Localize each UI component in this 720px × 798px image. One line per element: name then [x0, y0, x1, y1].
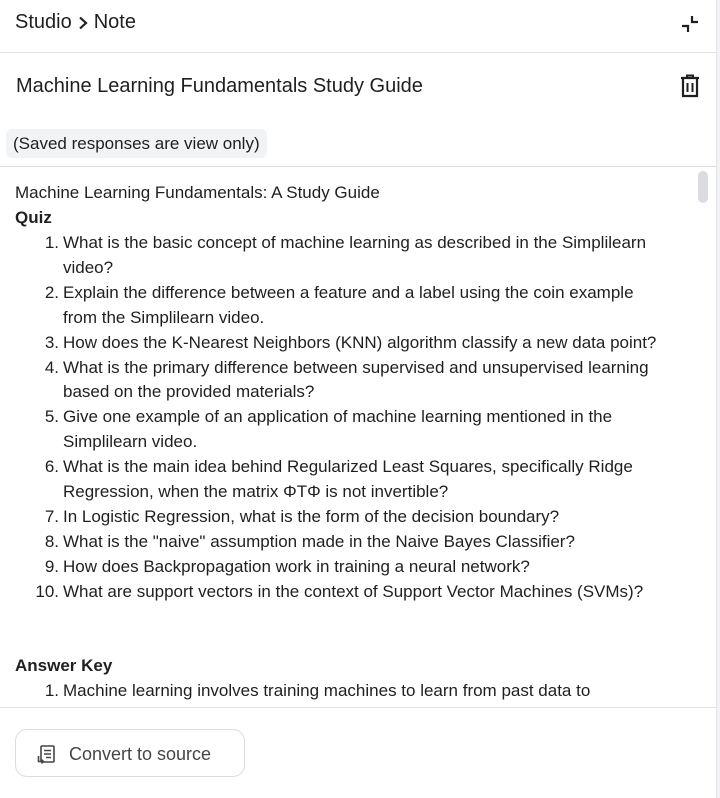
list-item-number: 8. — [44, 531, 59, 551]
breadcrumb-studio[interactable]: Studio — [15, 11, 72, 33]
convert-to-source-label: Convert to source — [69, 744, 212, 764]
quiz-list — [0, 231, 700, 605]
answer-list — [0, 679, 700, 704]
quiz-question — [0, 580, 700, 605]
list-item-number: 3. — [44, 332, 59, 352]
breadcrumb-note: Note — [93, 11, 136, 33]
delete-note-button[interactable] — [676, 74, 704, 102]
document-title: Machine Learning Fundamentals: A Study Guide — [15, 183, 380, 202]
collapse-button[interactable] — [676, 12, 704, 40]
list-item-number: 5. — [44, 407, 59, 427]
note-title-row — [0, 53, 716, 123]
list-item-number: 2. — [44, 282, 59, 302]
view-only-badge: (Saved responses are view only) — [6, 129, 267, 158]
list-item-number: 7. — [44, 506, 59, 526]
quiz-question — [0, 231, 700, 281]
chevron-right-icon — [72, 16, 94, 30]
quiz-question — [0, 555, 700, 580]
list-item-text: What is the main idea behind Regularized Least Squares, specifically Ridge Regression, when the matrix ΦTΦ is not invertible? — [63, 457, 633, 502]
list-item-text: How does the K-Nearest Neighbors (KNN) algorithm classify a new data point? — [63, 332, 657, 352]
divider — [0, 707, 716, 708]
list-item-text: How does Backpropagation work in training a neural network? — [63, 556, 530, 576]
quiz-question — [0, 530, 700, 555]
list-item-number: 1. — [44, 681, 59, 700]
list-item-text: Give one example of an application of machine learning mentioned in the Simplilearn video. — [63, 407, 613, 452]
list-item-number: 1. — [44, 233, 59, 252]
quiz-question — [0, 455, 700, 505]
list-item-text: What is the "naive" assumption made in the Naive Bayes Classifier? — [63, 531, 575, 551]
quiz-question — [0, 405, 700, 455]
list-item-text: What is the primary difference between supervised and unsupervised learning based on the provided materials? — [63, 357, 649, 402]
list-item-number: 9. — [44, 556, 59, 576]
scrollbar-thumb[interactable] — [698, 171, 708, 203]
list-item-number: 4. — [44, 357, 59, 377]
quiz-heading: Quiz — [15, 208, 52, 227]
note-title: Machine Learning Fundamentals Study Guide — [16, 75, 423, 97]
list-item-text: Machine learning involves training machines to learn from past data to — [63, 681, 591, 700]
convert-to-source-button[interactable] — [15, 729, 245, 777]
list-item-text: What are support vectors in the context of Support Vector Machines (SVMs)? — [63, 581, 644, 601]
quiz-question — [0, 281, 700, 331]
list-item-number: 6. — [44, 457, 59, 477]
list-item-text: Explain the difference between a feature and a label using the coin example from the Simplilearn video. — [63, 282, 634, 327]
breadcrumb — [15, 11, 136, 34]
answer-item — [0, 679, 700, 704]
note-content[interactable] — [0, 167, 700, 707]
collapse-icon — [680, 14, 700, 39]
list-item-text: What is the basic concept of machine learning as described in the Simplilearn video? — [63, 233, 647, 277]
list-item-text: In Logistic Regression, what is the form of the decision boundary? — [63, 506, 560, 526]
quiz-question — [0, 356, 700, 406]
list-item-number: 10. — [35, 581, 59, 601]
quiz-question — [0, 331, 700, 356]
panel-header — [0, 0, 716, 53]
trash-icon — [679, 74, 701, 103]
convert-to-source-icon — [37, 744, 57, 764]
answer-key-heading: Answer Key — [15, 656, 113, 675]
quiz-question — [0, 505, 700, 530]
